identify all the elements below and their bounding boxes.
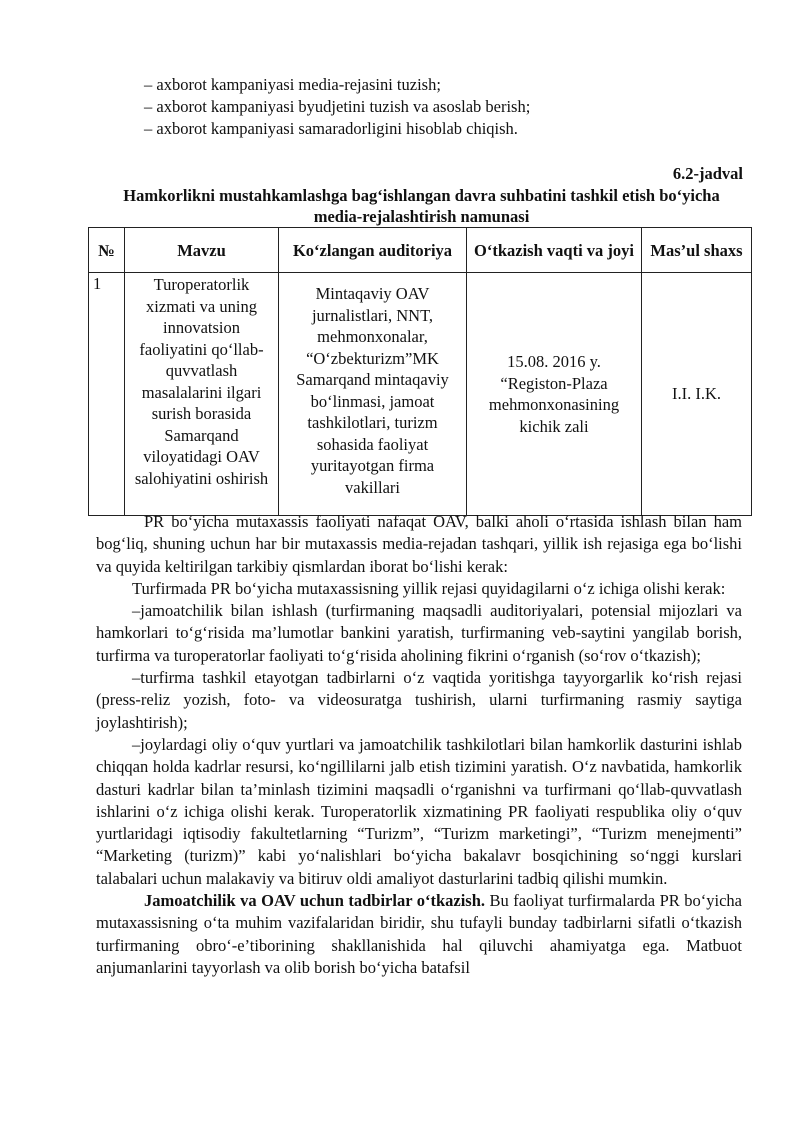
cell-masul: I.I. I.K. [642, 273, 752, 516]
table-row [89, 273, 752, 516]
header-auditoriya: Ko‘zlangan auditoriya [279, 228, 467, 273]
table-title: Hamkorlikni mustahkamlashga bag‘ishlangan davra suhbatini tashkil etish bo‘yicha media-rejalashtirish namunasi [123, 186, 720, 226]
bullet-list [144, 74, 744, 140]
cell-auditoriya: Mintaqaviy OAV jurnalistlari, NNT, mehmonxonalar, “O‘zbekturizm”MK Samarqand mintaqaviy bo‘linmasi, jamoat tashkilotlari, turizm sohasida faoliyat yuritayotgan firma vakillari [279, 273, 467, 516]
table-number: 6.2-jadval [672, 164, 743, 183]
header-vaqt-joy: O‘tkazish vaqti va joyi [467, 228, 642, 273]
paragraph: Turfirmada PR bo‘yicha mutaxassisning yillik rejasi quyidagilarni o‘z ichiga olishi kerak: [132, 578, 726, 598]
header-masul: Mas’ul shaxs [642, 228, 752, 273]
header-mavzu: Mavzu [125, 228, 279, 273]
paragraph: PR bo‘yicha mutaxassis faoliyati nafaqat OAV, balki aholi o‘rtasida ishlash bilan ham bog‘liq, shuning uchun har bir mutaxassis media-rejadan tashqari, yillik ish rejasiga ega bo‘lishi va quyida keltirilgan tarkibiy qismlardan iborat bo‘lishi kerak: [96, 512, 742, 576]
paragraph-last [96, 890, 742, 979]
paragraph: –joylardagi oliy o‘quv yurtlari va jamoatchilik tashkilotlari bilan hamkorlik dasturini ishlab chiqqan holda kadrlar resursi, ko‘ngillilarni jalb etish tizimini yaratish. O‘z navbatida, hamkorlik dasturi kadrlar bilan ta’minlash tizimini maqsadli o‘rganishni va turfirmani qo‘llab-quvvatlash ishlarini o‘z ichiga olishi kerak. Turoperatorlik xizmatining PR faoliyati respublika oliy o‘quv yurtlaridagi iqtisodiy fakultetlarning “Turizm”, “Turizm marketingi”, “Turizm menejmenti” “Marketing (turizm)” kabi yo‘nalishlari bo‘yicha bakalavr bosqichining so‘nggi kurslari talabalari uchun malakaviy va bitiruv oldi amaliyot dasturlarini tadbiq qilishi mumkin. [96, 734, 742, 888]
body-text [96, 511, 742, 979]
cell-num: 1 [89, 273, 125, 516]
paragraph: –jamoatchilik bilan ishlash (turfirmaning maqsadli auditoriyalari, potensial mijozlari va hamkorlari to‘g‘risida ma’lumotlar bankini yaratish, turfirmaning veb-saytini yangilab borish, turfirma va turoperatorlar faoliyati to‘g‘risida aholining fikrini o‘rganish (so‘rov o‘tkazish); [96, 601, 742, 665]
paragraph-rest: Bu faoliyat turfirmalarda PR bo‘yicha mutaxassisning o‘ta muhim vazifalaridan biridir, shu tufayli bunday tadbirlarni sifatli o‘tkazish turfirmaning obro‘-e’tiborining shakllanishida hal qiluvchi ahamiyatga ega. Matbuot anjumanlarini tayyorlash va olib borish bo‘yicha batafsil [96, 891, 742, 977]
table-header-row [89, 228, 752, 273]
paragraph-bold-lead: Jamoatchilik va OAV uchun tadbirlar o‘tkazish. [144, 891, 485, 911]
cell-vaqt-joy: 15.08. 2016 y. “Registon-Plaza mehmonxonasining kichik zali [467, 273, 642, 516]
cell-mavzu: Turoperatorlik xizmati va uning innovatsion faoliyatini qo‘llab-quvvatlash masalalarini ilgari surish borasida Samarqand viloyatidagi OAV salohiyatini oshirish [125, 273, 279, 516]
paragraph: –turfirma tashkil etayotgan tadbirlarni o‘z vaqtida yoritishga tayyorgarlik ko‘rish rejasi (press-reliz yozish, foto- va videosuratga tushirish, ularni turfirmaning rasmiy saytiga joylashtirish); [96, 668, 742, 732]
bullet-item: – axborot kampaniyasi media-rejasini tuzish; [144, 75, 441, 94]
media-plan-table [88, 227, 752, 516]
bullet-item: – axborot kampaniyasi byudjetini tuzish va asoslab berish; [144, 97, 531, 116]
header-num: № [89, 228, 125, 273]
bullet-item: – axborot kampaniyasi samaradorligini hisoblab chiqish. [144, 119, 518, 138]
